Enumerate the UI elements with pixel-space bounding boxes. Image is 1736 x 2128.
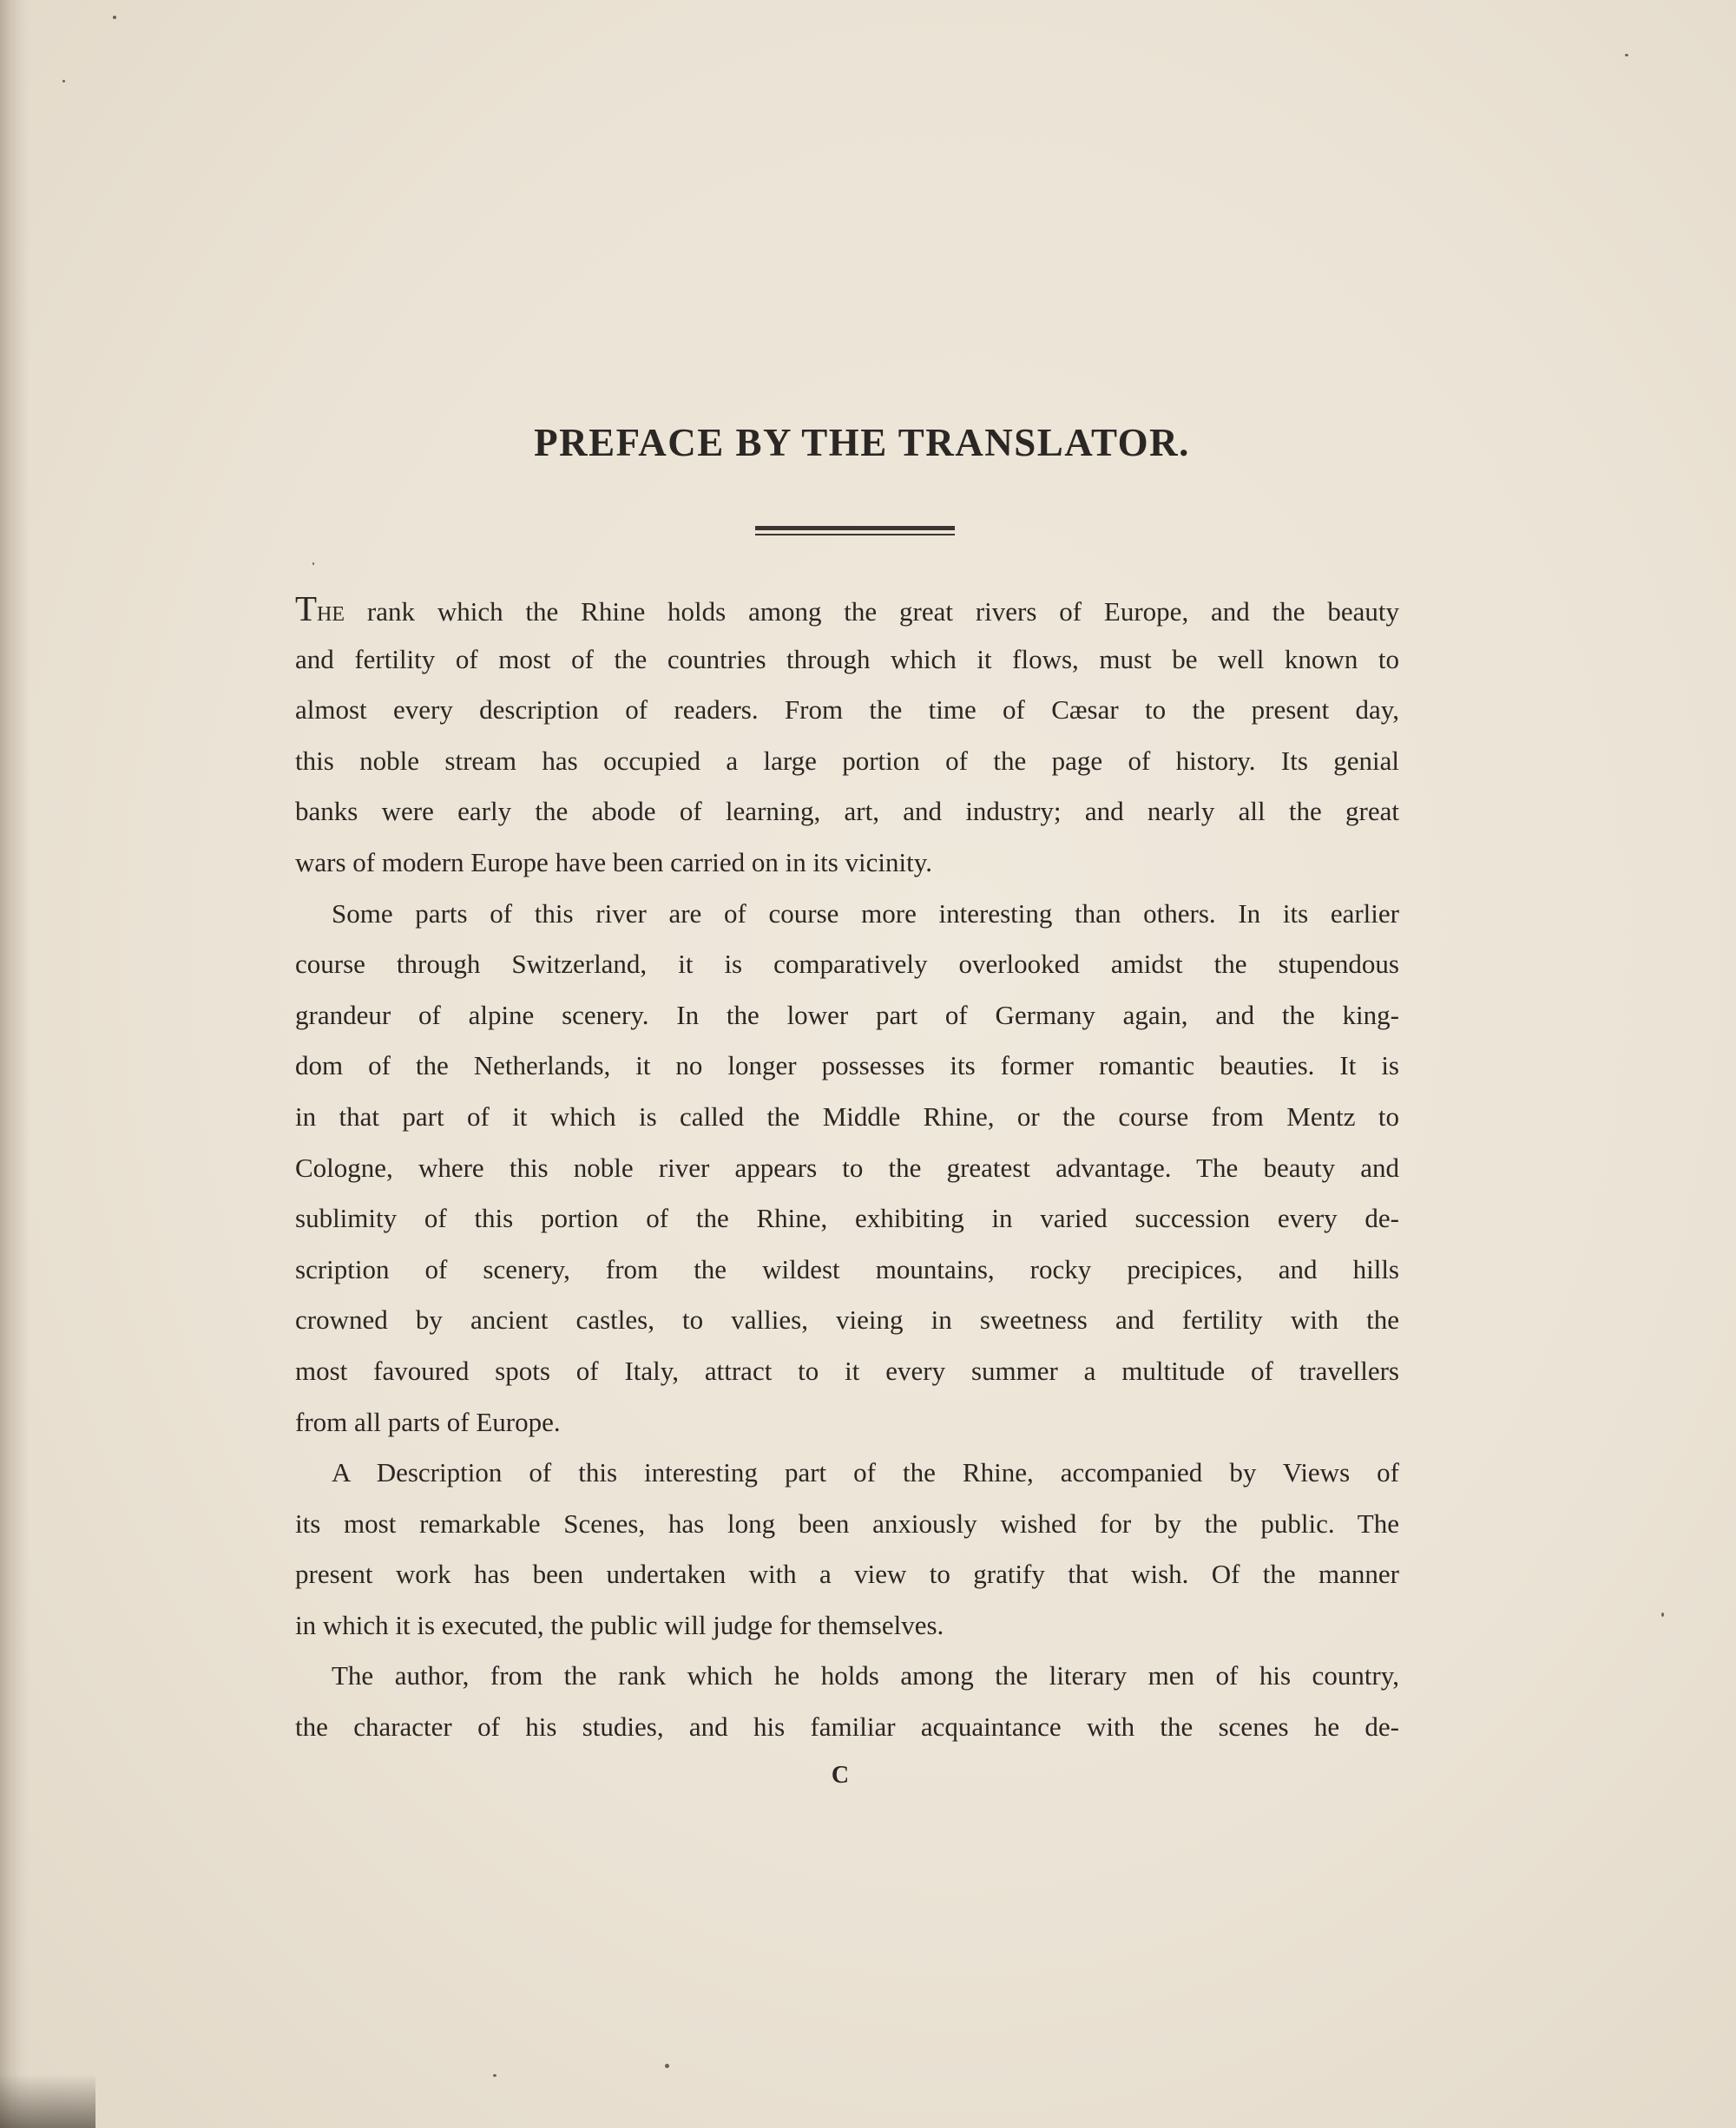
text-line: Cologne, where this noble river appears to the greatest advantage. The beauty and — [295, 1152, 1399, 1183]
paper-speck — [113, 16, 116, 19]
paper-speck — [312, 562, 314, 565]
preface-body — [295, 583, 1399, 1753]
text-line: its most remarkable Scenes, has long been anxiously wished for by the public. The — [295, 1507, 1399, 1539]
paper-speck — [62, 80, 65, 82]
text-line: scription of scenery, from the wildest mountains, rocky precipices, and hills — [295, 1253, 1399, 1284]
text-line-paragraph-start: A Description of this interesting part of the Rhine, accompanied by Views of — [332, 1457, 1399, 1488]
title-double-rule — [755, 526, 955, 537]
paper-speck — [665, 2064, 669, 2068]
text-line-paragraph-start: The author, from the rank which he holds among the literary men of his country, — [332, 1660, 1399, 1691]
rule-thick-line — [755, 526, 955, 530]
text-line-paragraph-end: wars of modern Europe have been carried on in its vicinity. — [295, 846, 932, 877]
small-caps: HE — [317, 603, 345, 626]
text-line-first — [295, 583, 1399, 634]
text-line: the character of his studies, and his familiar acquaintance with the scenes he de- — [295, 1711, 1399, 1743]
text-line: almost every description of readers. From the time of Cæsar to the present day, — [295, 694, 1399, 726]
paper-speck — [493, 2074, 496, 2077]
rule-thin-line — [755, 534, 955, 535]
drop-cap: T — [295, 588, 318, 628]
text-line: in that part of it which is called the Middle Rhine, or the course from Mentz to — [295, 1100, 1399, 1132]
text-line: crowned by ancient castles, to vallies, vieing in sweetness and fertility with the — [295, 1304, 1399, 1336]
text-line: present work has been undertaken with a view to gratify that wish. Of the manner — [295, 1559, 1399, 1590]
text-line: sublimity of this portion of the Rhine, exhibiting in varied succession every de- — [295, 1203, 1399, 1234]
text-line-paragraph-end: in which it is executed, the public will judge for themselves. — [295, 1609, 944, 1640]
signature-mark: C — [831, 1762, 850, 1789]
text-line-paragraph-start: Some parts of this river are of course more interesting than others. In its earlier — [332, 897, 1399, 929]
paper-speck — [1625, 54, 1628, 56]
paper-speck — [1661, 1612, 1664, 1617]
text-line: grandeur of alpine scenery. In the lower part of Germany again, and the king- — [295, 999, 1399, 1030]
first-line-rest: rank which the Rhine holds among the great rivers of Europe, and the beauty — [345, 596, 1399, 627]
text-line: banks were early the abode of learning, art, and industry; and nearly all the great — [295, 796, 1399, 827]
text-line: course through Switzerland, it is comparatively overlooked amidst the stupendous — [295, 949, 1399, 980]
text-line: dom of the Netherlands, it no longer possesses its former romantic beauties. It is — [295, 1050, 1399, 1081]
text-line: and fertility of most of the countries through which it flows, must be well known to — [295, 643, 1399, 674]
page-title: PREFACE BY THE TRANSLATOR. — [534, 421, 1190, 464]
text-line: this noble stream has occupied a large portion of the page of history. Its genial — [295, 745, 1399, 776]
binding-shadow — [0, 2074, 95, 2128]
text-line: most favoured spots of Italy, attract to it every summer a multitude of travellers — [295, 1355, 1399, 1386]
binding-edge — [0, 0, 30, 2128]
text-line-paragraph-end: from all parts of Europe. — [295, 1406, 561, 1437]
